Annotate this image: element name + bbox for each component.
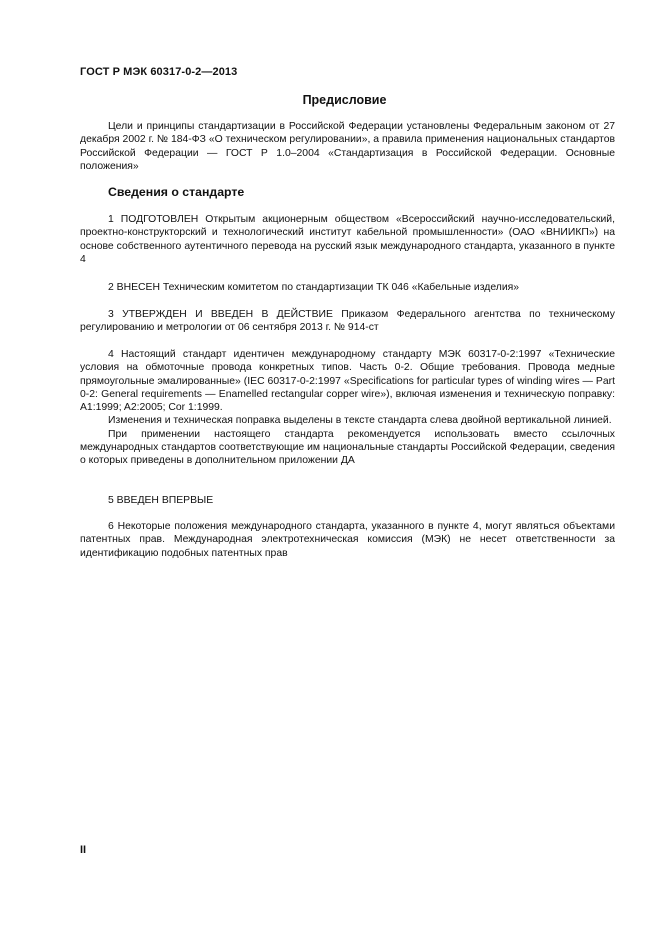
foreword-heading: Предисловие xyxy=(302,93,387,107)
info-item-6-block xyxy=(80,520,615,560)
info-item-4-changes: Изменения и техническая поправка выделены в тексте стандарта слева двойной вертикальной линией. xyxy=(108,415,612,427)
page-number: II xyxy=(80,844,87,856)
info-item-4-references: При применении настоящего стандарта рекомендуется использовать вместо ссылочных международных стандартов соответствующие им национальные стандарты Российской Федерации, сведения о которых приведены в дополнительном приложении ДА xyxy=(80,428,615,467)
info-item-2: 2 ВНЕСЕН Техническим комитетом по стандартизации ТК 046 «Кабельные изделия» xyxy=(108,282,520,293)
info-item-2-block xyxy=(80,281,615,294)
info-item-3-block xyxy=(80,308,615,335)
standard-info-heading: Сведения о стандарте xyxy=(108,185,245,199)
foreword-paragraph-block xyxy=(80,120,615,173)
info-item-4: 4 Настоящий стандарт идентичен международному стандарту МЭК 60317-0-2:1997 «Технические условия на обмоточные провода конкретных типов. Часть 0-2. Общие требования. Провода медные прямоугольные эмалированные» (IEC 60317-0-2:1997 «Specifications for particular types of winding wires — Part 0-2: General requirements — Enamelled rectangular copper wire»), включая изменения и техническую поправку: A1:1999; A2:2005; Cor 1:1999. xyxy=(80,349,615,414)
info-item-5: 5 ВВЕДЕН ВПЕРВЫЕ xyxy=(108,495,214,506)
info-item-4-block xyxy=(80,348,615,468)
info-item-1-block xyxy=(80,213,615,266)
info-item-5-block xyxy=(80,494,615,507)
info-item-3: 3 УТВЕРЖДЕН И ВВЕДЕН В ДЕЙСТВИЕ Приказом Федерального агентства по техническому регулированию и метрологии от 06 сентября 2013 г. № 914-ст xyxy=(80,309,615,334)
info-item-6: 6 Некоторые положения международного стандарта, указанного в пункте 4, могут являться объектами патентных прав. Международная электротехническая комиссия (МЭК) не несет ответственности за идентификацию подобных патентных прав xyxy=(80,521,615,559)
document-code-header: ГОСТ Р МЭК 60317-0-2—2013 xyxy=(80,66,238,78)
info-item-1: 1 ПОДГОТОВЛЕН Открытым акционерным обществом «Всероссийский научно-исследовательский, проектно-конструкторский и технологический институт кабельной промышленности» (ОАО «ВНИИКП») на основе собственного аутентичного перевода на русский язык международного стандарта, указанного в пункте 4 xyxy=(80,214,615,265)
foreword-paragraph: Цели и принципы стандартизации в Российской Федерации установлены Федеральным законом от 27 декабря 2002 г. № 184-ФЗ «О техническом регулировании», а правила применения национальных стандартов Российской Федерации — ГОСТ Р 1.0–2004 «Стандартизация в Российской Федерации. Основные положения» xyxy=(80,121,615,172)
